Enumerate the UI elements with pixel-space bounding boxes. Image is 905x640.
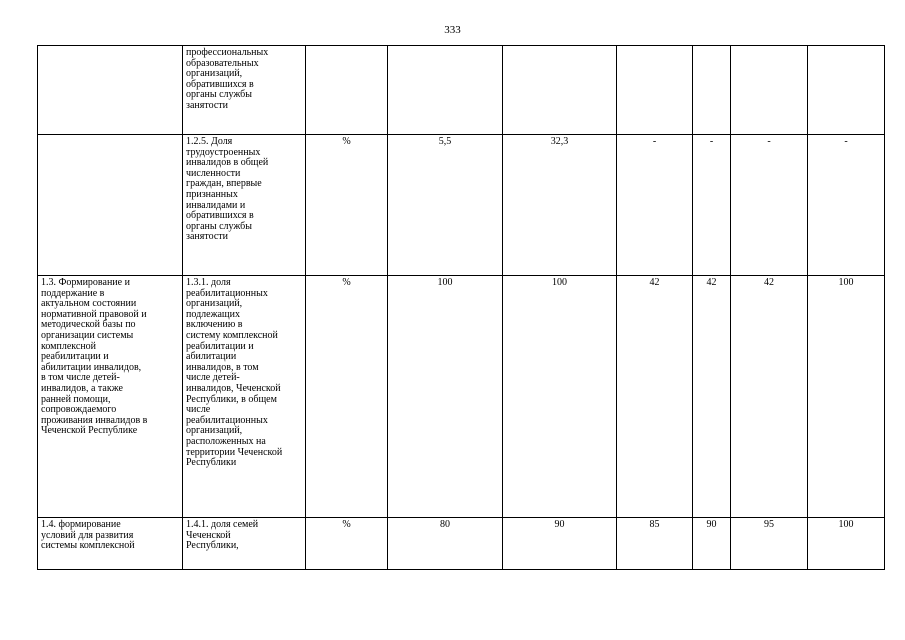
value-cell: 90 (693, 518, 731, 570)
indicator-cell: 1.4.1. доля семей Чеченской Республики, (183, 518, 306, 570)
unit-cell: % (306, 135, 388, 276)
value-cell (808, 46, 885, 135)
task-cell: 1.3. Формирование и поддержание в актуальном состоянии нормативной правовой и методической базы по организации системы комплексной реабилитации и абилитации инвалидов, в том числе детей- инвалидов, а также ранней помощи, сопровождаемого проживания инвалидов в Чеченской Республике (38, 276, 183, 518)
indicator-cell: 1.3.1. доля реабилитационных организаций, подлежащих включению в систему комплексной реабилитации и абилитации инвалидов, в том числе детей- инвалидов, Чеченской Республики, в общем числе реабилитационных организаций, расположенных на территории Чеченской Республики (183, 276, 306, 518)
value-cell: - (731, 135, 808, 276)
task-cell (38, 46, 183, 135)
value-cell: 42 (693, 276, 731, 518)
value-cell: 100 (808, 518, 885, 570)
value-cell: 100 (388, 276, 503, 518)
table-row (38, 135, 885, 276)
value-cell: 100 (503, 276, 617, 518)
value-cell (693, 46, 731, 135)
value-cell: 100 (808, 276, 885, 518)
indicator-cell: 1.2.5. Доля трудоустроенных инвалидов в общей численности граждан, впервые признанных инвалидами и обратившихся в органы службы занятости (183, 135, 306, 276)
value-cell: 90 (503, 518, 617, 570)
unit-cell (306, 46, 388, 135)
indicators-table (37, 45, 885, 570)
table-row (38, 276, 885, 518)
task-cell: 1.4. формирование условий для развития системы комплексной (38, 518, 183, 570)
table-row (38, 518, 885, 570)
value-cell: 85 (617, 518, 693, 570)
unit-cell: % (306, 276, 388, 518)
value-cell: - (617, 135, 693, 276)
value-cell (731, 46, 808, 135)
value-cell: 5,5 (388, 135, 503, 276)
value-cell (503, 46, 617, 135)
value-cell: 80 (388, 518, 503, 570)
task-cell (38, 135, 183, 276)
value-cell: 42 (617, 276, 693, 518)
indicator-cell: профессиональных образовательных организаций, обратившихся в органы службы занятости (183, 46, 306, 135)
value-cell: 42 (731, 276, 808, 518)
table-row (38, 46, 885, 135)
value-cell: - (808, 135, 885, 276)
value-cell (617, 46, 693, 135)
value-cell: 95 (731, 518, 808, 570)
page-number: 333 (444, 24, 461, 36)
value-cell (388, 46, 503, 135)
value-cell: - (693, 135, 731, 276)
value-cell: 32,3 (503, 135, 617, 276)
unit-cell: % (306, 518, 388, 570)
